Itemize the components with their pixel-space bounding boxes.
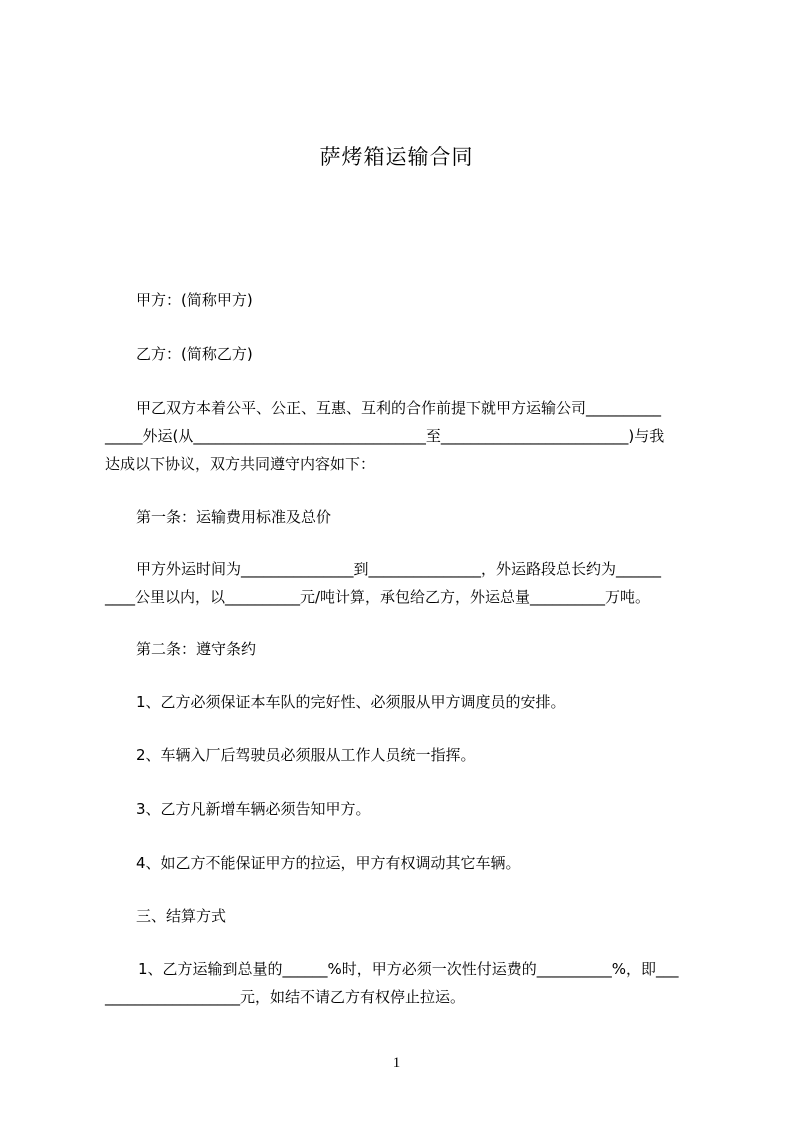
article-2-item: 3、乙方凡新增车辆必须告知甲方。: [136, 800, 371, 818]
preamble-line-2: _____外运(从_______________________________至_________________________)与我: [105, 427, 665, 445]
party-a-line: 甲方：(简称甲方): [136, 291, 253, 309]
article-2-item: 1、乙方必须保证本车队的完好性、必须服从甲方调度员的安排。: [136, 693, 566, 711]
document-title: 萨烤箱运输合同: [319, 145, 474, 169]
party-b-line: 乙方：(简称乙方): [136, 345, 253, 363]
preamble-line-1: 甲乙双方本着公平、公正、互惠、互利的合作前提下就甲方运输公司__________: [136, 399, 662, 417]
article-1-line-1: 甲方外运时间为_______________到_______________，外运路段总长约为______: [136, 560, 662, 578]
article-1-heading: 第一条：运输费用标准及总价: [136, 508, 332, 526]
article-2-item: 2、车辆入厂后驾驶员必须服从工作人员统一指挥。: [136, 746, 476, 764]
section-3-heading: 三、结算方式: [136, 907, 227, 925]
article-1-line-2: ____公里以内，以__________元/吨计算，承包给乙方，外运总量__________万吨。: [105, 588, 651, 606]
article-2-item: 4、如乙方不能保证甲方的拉运，甲方有权调动其它车辆。: [136, 854, 521, 872]
article-2-heading: 第二条：遵守条约: [136, 640, 257, 658]
section-3-item-1-line-2: __________________元，如结不请乙方有权停止拉运。: [105, 988, 466, 1006]
section-3-item-1-line-1: 1、乙方运输到总量的______%时，甲方必须一次性付运费的__________%，即___: [138, 960, 679, 978]
preamble-line-3: 达成以下协议，双方共同遵守内容如下：: [105, 455, 376, 473]
page-number: 1: [392, 1055, 401, 1071]
